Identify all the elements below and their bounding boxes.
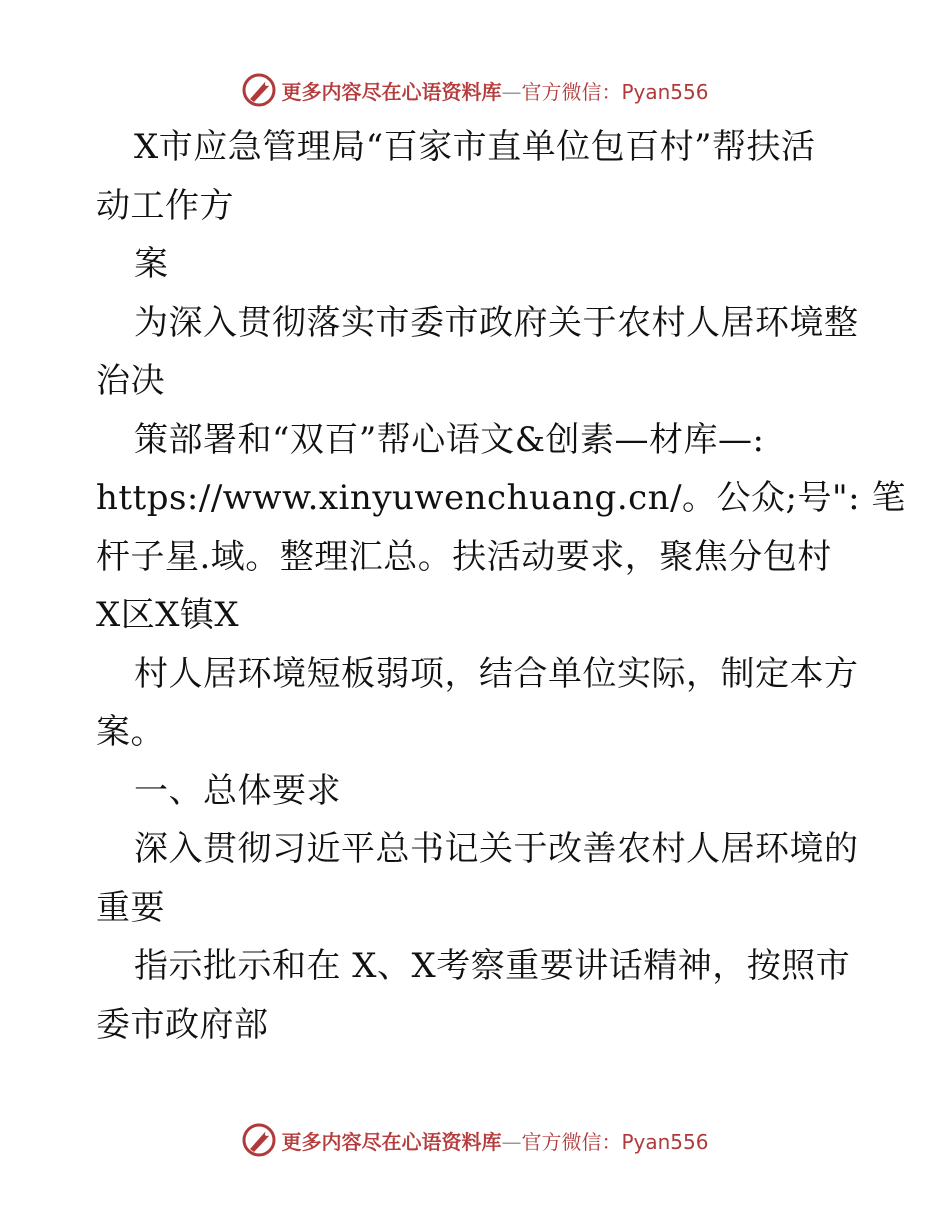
text-line: 委市政府部: [96, 1004, 269, 1045]
document-body: [96, 118, 906, 1054]
banner-separator: —: [501, 79, 522, 104]
text-line: 村人居环境短板弱项，结合单位实际，制定本方: [134, 653, 859, 694]
banner-brand: 更多内容尽在心语资料库: [281, 79, 502, 104]
text-line: 指示批示和在 X、X考察重要讲话精神，按照市: [134, 946, 851, 986]
banner-brand: 更多内容尽在心语资料库: [281, 1129, 502, 1154]
banner-separator: —: [501, 1129, 522, 1154]
text-line: https://www.xinyuwenchuang.cn/。公众;号": 笔: [96, 478, 906, 518]
text-line: 动工作方: [96, 185, 234, 226]
banner-text: [281, 76, 708, 105]
pen-logo-icon: [241, 1122, 277, 1158]
text-line: 深入贯彻习近平总书记关于改善农村人居环境的: [134, 829, 859, 869]
text-line: X区X镇X: [96, 595, 240, 635]
footer-banner: [0, 1120, 950, 1160]
text-line: 重要: [96, 887, 165, 928]
banner-text: [281, 1126, 708, 1155]
banner-contact: 官方微信：Pyan556: [521, 79, 709, 104]
text-line: 案: [134, 244, 169, 284]
banner-contact: 官方微信：Pyan556: [521, 1129, 709, 1154]
header-banner: [0, 70, 950, 110]
pen-logo-icon: [241, 72, 277, 108]
text-line: 一、总体要求: [134, 770, 341, 811]
text-line: 案。: [96, 712, 165, 752]
text-line: 杆子星.域。整理汇总。扶活动要求，聚焦分包村: [96, 536, 832, 577]
text-line: 为深入贯彻落实市委市政府关于农村人居环境整: [134, 302, 859, 343]
text-line: 治决: [96, 361, 165, 401]
text-line: X市应急管理局“百家市直单位包百村”帮扶活: [134, 127, 816, 167]
text-line: 策部署和“双百”帮心语文&创素—材库—:: [134, 419, 765, 460]
